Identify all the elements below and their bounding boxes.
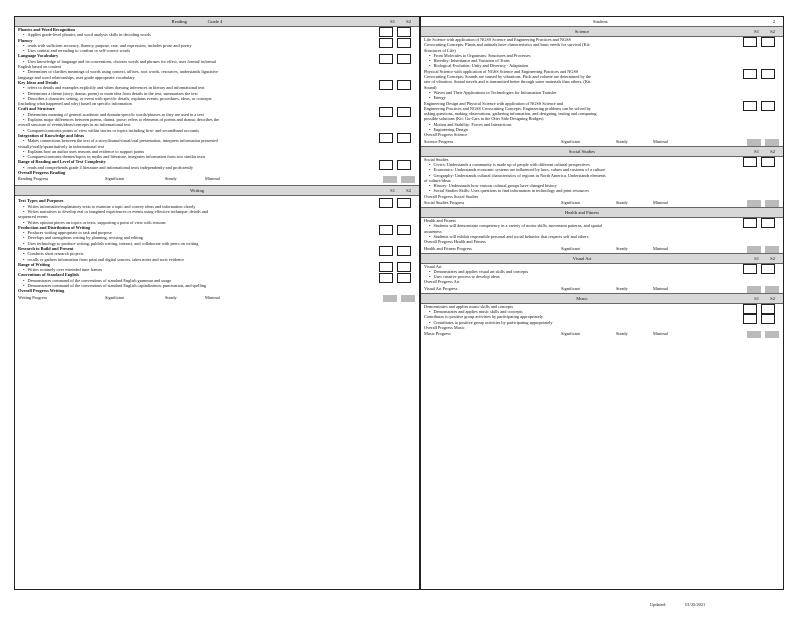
progress-box-s2[interactable] — [765, 246, 779, 253]
grade-boxes — [379, 262, 415, 273]
grade-boxes — [379, 225, 415, 236]
music-section — [421, 304, 783, 330]
science-section — [421, 37, 783, 138]
standard-heading: Craft and Structure — [18, 106, 55, 112]
standard-line: • Uses knowledge of language and its conventions, chooses words and phrases for effect, uses formal/ informal — [15, 59, 419, 64]
standard-line: • From Molecules to Organisms: Structures and Processes — [421, 53, 783, 58]
progress-significant: Significant — [561, 138, 580, 144]
standard-line: • reads with sufficient accuracy, fluency, purpose, rate, and expression, includes prose and poetry — [15, 43, 419, 48]
progress-box-s2[interactable] — [401, 176, 415, 183]
grade-boxes — [743, 218, 779, 229]
standard-line: • Uses context and rereading to confirm or self-correct words — [15, 48, 419, 53]
grade-box-s2[interactable] — [397, 225, 411, 235]
standard-line: visually/orally/quantitatively in informational text — [18, 143, 105, 149]
music-title: Music — [576, 295, 588, 301]
health-section — [421, 218, 783, 244]
reading-header — [15, 17, 419, 27]
s1-label: S1 — [754, 295, 759, 301]
grade-boxes — [743, 157, 779, 168]
grade-boxes — [379, 80, 415, 91]
standard-line: overall structure of events/ideas/concepts in an informational text — [18, 122, 131, 128]
grade-boxes — [743, 304, 779, 315]
progress-box-s1[interactable] — [383, 176, 397, 183]
standard-line: • Energy — [421, 95, 783, 100]
standard-line: • Motion and Stability: Forces and Interactions — [421, 122, 783, 127]
grade-box-s2[interactable] — [397, 160, 411, 170]
standard-line: English based on context — [18, 64, 62, 70]
standard-line: Overall Progress Social Studies — [424, 193, 479, 199]
science-header — [421, 26, 783, 37]
progress-steady: Steady — [165, 176, 177, 182]
updated-date: 01/25/2021 — [685, 602, 706, 607]
student-row — [421, 17, 783, 26]
standard-line: possible solutions (Kit: Go-Cars in the Otter Side Designing Bridges) — [424, 116, 544, 122]
grade-box-s1[interactable] — [743, 69, 757, 79]
grade-box-s2[interactable] — [397, 80, 411, 90]
left-column — [14, 16, 420, 590]
grade-box-s1[interactable] — [379, 133, 393, 143]
grade-box-s1[interactable] — [379, 225, 393, 235]
standard-line: Health and Fitness — [424, 218, 456, 224]
standard-line: Contributes to positive group activities by participating appropriately — [424, 314, 543, 320]
social-title: Social Studies — [568, 148, 596, 154]
updated-label: Updated: — [650, 602, 667, 607]
standard-line: Overall Progress Art — [424, 279, 460, 285]
standard-line: asking questions, making observations, gathering information, and designing, testing and comparing — [424, 111, 597, 117]
grade-box-s2[interactable] — [761, 37, 775, 47]
grade-box-s2[interactable] — [761, 218, 775, 228]
writing-section — [15, 198, 419, 293]
footer — [650, 602, 723, 607]
standard-line: • Demonstrates and applies visual art skills and concepts — [421, 269, 783, 274]
standard-line: Demonstrates and applies music skills and concepts — [424, 303, 514, 309]
progress-minimal: Minimal — [653, 331, 668, 337]
s2-label: S2 — [406, 188, 411, 194]
progress-significant: Significant — [561, 200, 580, 206]
standard-line: Overall Progress Music — [424, 324, 465, 330]
progress-minimal: Minimal — [653, 138, 668, 144]
progress-minimal: Minimal — [653, 200, 668, 206]
reading-title: Reading — [171, 19, 187, 24]
standard-line: • Produces writing appropriate to task and purpose — [15, 230, 419, 235]
art-progress — [421, 285, 783, 293]
progress-steady: Steady — [616, 285, 628, 291]
grade-box-s2[interactable] — [397, 262, 411, 272]
progress-minimal: Minimal — [205, 176, 220, 182]
grade-box-s2[interactable] — [397, 38, 411, 48]
grade-box-s1[interactable] — [743, 304, 757, 314]
grade-boxes — [743, 264, 779, 275]
writing-title: Writing — [189, 188, 205, 194]
progress-box-s2[interactable] — [765, 331, 779, 338]
grade-box-s2[interactable] — [761, 264, 775, 274]
progress-label: Science Progress — [424, 138, 454, 144]
grade-boxes — [379, 273, 415, 284]
standard-line: sequenced events — [18, 214, 48, 220]
grade-box-s1[interactable] — [743, 314, 757, 324]
progress-box-s1[interactable] — [747, 246, 761, 253]
grade-box-s1[interactable] — [379, 273, 393, 283]
standard-line: • Uses creative process to develop ideas — [421, 274, 783, 279]
progress-minimal: Minimal — [653, 245, 668, 251]
grade-label: Grade 4 — [207, 19, 223, 24]
art-section — [421, 264, 783, 285]
progress-box-s2[interactable] — [401, 295, 415, 302]
standard-line: • Writes narratives to develop real or imagined experiences or events using effective technique, details and — [15, 209, 419, 214]
standard-line: • Geography: Understands cultural characteristics of regions in North America, Understands elements — [421, 173, 783, 178]
grade-box-s2[interactable] — [761, 69, 775, 79]
standard-line: • Determines or clarifies meanings of words using context, affixes, root words, resources, understands figurative — [15, 69, 419, 74]
standard-line: of culture/ideas — [424, 177, 451, 183]
art-header — [421, 253, 783, 264]
grade-box-s2[interactable] — [397, 27, 411, 37]
science-progress — [421, 138, 783, 146]
standard-line: • Waves and Their Applications in Technologies for Information Transfer — [421, 90, 783, 95]
standard-line: • Economics: Understands economic systems are influenced by laws, values and customs of a culture — [421, 167, 783, 172]
standard-heading: Text Types and Purposes — [18, 198, 64, 204]
progress-box-s2[interactable] — [765, 200, 779, 207]
s2-label: S2 — [770, 295, 775, 301]
standard-line: • Uses technology to produce writing, publish writing, interact, and collaborate with peers on writing — [15, 241, 419, 246]
s1-label: S1 — [390, 19, 395, 24]
standard-line: Physical Science with application of NGSS Science and Engineering Practices and NGSS — [424, 68, 579, 74]
standard-heading: Overall Progress Writing — [18, 288, 65, 294]
progress-label: Music Progress — [424, 331, 451, 337]
grade-box-s2[interactable] — [761, 157, 775, 167]
standard-line: language and word relationships, uses grade appropriate vocabulary — [18, 74, 135, 80]
grade-box-s2[interactable] — [397, 246, 411, 256]
grade-box-s2[interactable] — [761, 304, 775, 314]
grade-box-s2[interactable] — [761, 314, 775, 324]
standard-line: • Describes a character, setting, or event with specific details, explains events, procedures, ideas, or concepts — [15, 96, 419, 101]
progress-significant: Significant — [561, 285, 580, 291]
standard-line: awareness — [424, 228, 442, 234]
health-progress — [421, 245, 783, 253]
grade-box-s1[interactable] — [743, 101, 757, 111]
grade-box-s1[interactable] — [379, 27, 393, 37]
progress-box-s2[interactable] — [765, 286, 779, 293]
grade-box-s1[interactable] — [743, 218, 757, 228]
grade-boxes — [743, 101, 779, 112]
standard-line: • Social Studies Skills: Uses questions to find information in technology and print resources — [421, 188, 783, 193]
progress-label: Visual Art Progress — [424, 285, 458, 291]
standard-line: Sound) — [424, 84, 437, 90]
progress-box-s1[interactable] — [747, 286, 761, 293]
standard-line: • Explains major differences between poems, drama, prose; refers to elements of poems and drama, describes the — [15, 117, 419, 122]
standard-heading: Production and Distribution of Writing — [18, 224, 91, 230]
standard-heading: Conventions of Standard English — [18, 272, 79, 278]
progress-box-s1[interactable] — [747, 200, 761, 207]
grade-boxes — [379, 160, 415, 171]
grade-box-s1[interactable] — [379, 107, 393, 117]
grade-box-s2[interactable] — [397, 107, 411, 117]
standard-line: • Determines meaning of general academic and domain-specific words/phrases as they are used in a text — [15, 112, 419, 117]
progress-steady: Steady — [616, 138, 628, 144]
science-title: Science — [574, 29, 590, 34]
standard-line: Structures of Life) — [424, 47, 456, 53]
standard-heading: Fluency — [18, 37, 33, 43]
standard-line: Visual Art — [424, 263, 442, 269]
progress-box-s1[interactable] — [383, 295, 397, 302]
grade-box-s1[interactable] — [379, 80, 393, 90]
health-title: Health and Fitness — [564, 210, 600, 216]
progress-steady: Steady — [165, 294, 177, 300]
progress-steady: Steady — [616, 200, 628, 206]
standard-line: • Compares/contrasts themes/topics in myths and literature, integrates information from two similar texts — [15, 154, 419, 159]
grade-boxes — [379, 107, 415, 118]
grade-box-s1[interactable] — [743, 157, 757, 167]
progress-label: Health and Fitness Progress — [424, 245, 472, 251]
grade-boxes — [743, 37, 779, 48]
standard-line: • Conducts short research projects — [15, 251, 419, 256]
standard-line: • Demonstrates and applies music skills and concepts — [421, 309, 783, 314]
social-section — [421, 157, 783, 199]
progress-steady: Steady — [616, 331, 628, 337]
grade-box-s1[interactable] — [379, 38, 393, 48]
standard-line: • Students will demonstrate competency in a variety of motor skills, movement patterns, and spatial — [421, 223, 783, 228]
grade-boxes — [379, 27, 415, 38]
music-header — [421, 293, 783, 304]
progress-significant: Significant — [105, 294, 124, 300]
standard-line: • Applies grade-level phonics and word analysis skills in decoding words — [15, 32, 419, 37]
student-label: Student: — [593, 19, 609, 24]
standard-line: • Demonstrates command of the conventions of standard English capitalization, punctuation, and spelling — [15, 283, 419, 288]
standard-line: • Writes informative/explanatory texts to examine a topic and convey ideas and information clearly — [15, 204, 419, 209]
grade-boxes — [379, 198, 415, 209]
grade-boxes — [379, 54, 415, 65]
standard-line: Overall Progress Science — [424, 132, 468, 138]
grade-boxes — [743, 314, 779, 325]
writing-header — [15, 185, 419, 196]
standard-line: • Demonstrates command of the conventions of standard English grammar and usage — [15, 278, 419, 283]
grade-box-s1[interactable] — [379, 160, 393, 170]
s2-label: S2 — [770, 29, 775, 34]
standard-line: Engineering Practices and NGSS Crosscutting Concepts: Engineering problems can be solved by — [424, 105, 591, 111]
standard-line: • Biological Evolution: Unity and Diversity - Adaptation — [421, 63, 783, 68]
progress-steady: Steady — [616, 245, 628, 251]
standard-heading: Overall Progress Reading — [18, 170, 66, 176]
standard-line: • reads and comprehends grade 4 literature and informational texts independently and proficiently — [15, 165, 419, 170]
progress-box-s1[interactable] — [747, 331, 761, 338]
progress-label: Reading Progress — [18, 176, 49, 182]
s1-label: S1 — [754, 148, 759, 154]
grade-box-s1[interactable] — [743, 264, 757, 274]
standard-line: Social Studies — [424, 156, 449, 162]
s1-label: S1 — [390, 188, 395, 194]
standard-line: • Develops and strengthens writing by planning, revising and editing — [15, 235, 419, 240]
writing-progress — [15, 294, 419, 302]
standard-line: rate of vibration. Sound travels and is transmitted better through some materials than others. (Kit: — [424, 79, 592, 85]
progress-minimal: Minimal — [653, 285, 668, 291]
standard-line: • Students will exhibit responsible personal and social behavior that respects self and others — [421, 234, 783, 239]
progress-box-s1[interactable] — [747, 139, 761, 146]
grade-box-s2[interactable] — [761, 101, 775, 111]
standard-heading: Research to Build and Present — [18, 245, 74, 251]
progress-label: Writing Progress — [18, 294, 48, 300]
progress-significant: Significant — [561, 245, 580, 251]
social-progress — [421, 199, 783, 207]
page-number: 2 — [772, 19, 775, 24]
grade-boxes — [379, 133, 415, 144]
standard-line: • Contributes to positive group activities by participating appropriately — [421, 320, 783, 325]
social-header — [421, 146, 783, 157]
standard-line: Engineering Design and Physical Science with application of NGSS Science and — [424, 100, 563, 106]
grade-box-s1[interactable] — [379, 54, 393, 64]
standard-heading: Language Vocabulary — [18, 53, 59, 59]
grade-boxes — [743, 69, 779, 80]
standard-line: Crosscutting Concepts: Sounds are caused by vibrations. Pitch and volume are determined by the — [424, 74, 592, 80]
standard-line: Life Science with application of NGSS Science and Engineering Practices and NGSS — [424, 37, 571, 42]
standard-heading: Integration of Knowledge and Ideas — [18, 132, 84, 138]
progress-significant: Significant — [561, 331, 580, 337]
grade-box-s1[interactable] — [743, 37, 757, 47]
grade-box-s1[interactable] — [379, 198, 393, 208]
music-progress — [421, 330, 783, 338]
s2-label: S2 — [406, 19, 411, 24]
s2-label: S2 — [770, 255, 775, 261]
progress-box-s2[interactable] — [765, 139, 779, 146]
standard-line: • Writes opinion pieces on topics or texts, supporting a point of view with reasons — [15, 220, 419, 225]
reading-section — [15, 27, 419, 175]
standard-line: • Engineering Design — [421, 127, 783, 132]
grade-box-s1[interactable] — [379, 262, 393, 272]
progress-minimal: Minimal — [205, 294, 220, 300]
right-column — [420, 16, 784, 590]
progress-significant: Significant — [105, 176, 124, 182]
grade-box-s2[interactable] — [397, 198, 411, 208]
art-title: Visual Art — [572, 255, 592, 261]
grade-box-s2[interactable] — [397, 273, 411, 283]
standard-line: • refers to details and examples explicitly and when drawing inferences in literary and informational text — [15, 85, 419, 90]
health-header — [421, 207, 783, 218]
standard-heading: Range of Reading and Level of Text Complexity — [18, 159, 106, 165]
grade-box-s2[interactable] — [397, 54, 411, 64]
s1-label: S1 — [754, 255, 759, 261]
standard-line: Crosscutting Concepts: Plants and animals have characteristics and basic needs for survival (Kit: — [424, 42, 591, 48]
standard-line: • recalls or gathers information from print and digital sources, takes notes and sorts evidence — [15, 257, 419, 262]
standard-line: • Determines a theme (story, drama, poem) or main idea from details in the text, summarizes the text — [15, 91, 419, 96]
grade-boxes — [379, 246, 415, 257]
progress-label: Social Studies Progress — [424, 200, 465, 206]
standard-heading: Key Ideas and Details — [18, 79, 58, 85]
reading-progress — [15, 175, 419, 183]
grade-boxes — [379, 38, 415, 49]
standard-line: • Compares/contrasts points of view within stories or topics including first- and secondhand accounts — [15, 128, 419, 133]
standard-line: • Writes routinely over extended time frames — [15, 267, 419, 272]
grade-box-s1[interactable] — [379, 246, 393, 256]
standard-heading: Phonics and Word Recognition — [18, 27, 75, 32]
s2-label: S2 — [770, 148, 775, 154]
standard-line: • Explains how an author uses reasons and evidence to support points — [15, 149, 419, 154]
standard-line: • Heredity: Inheritance and Variation of Traits — [421, 58, 783, 63]
standard-line: Overall Progress Health and Fitness — [424, 239, 486, 245]
standard-line: • History: Understands how various cultural groups have changed history — [421, 183, 783, 188]
standard-line: • Civics: Understands a community is made up of people with different cultural perspectives — [421, 162, 783, 167]
standard-line: • Makes connections between the text of a story/drama/visual/oral presentation, interprets information presented — [15, 138, 419, 143]
grade-box-s2[interactable] — [397, 133, 411, 143]
standard-line: (including what happened and why) based on specific information — [18, 101, 132, 107]
standard-heading: Range of Writing — [18, 261, 50, 267]
s1-label: S1 — [754, 29, 759, 34]
